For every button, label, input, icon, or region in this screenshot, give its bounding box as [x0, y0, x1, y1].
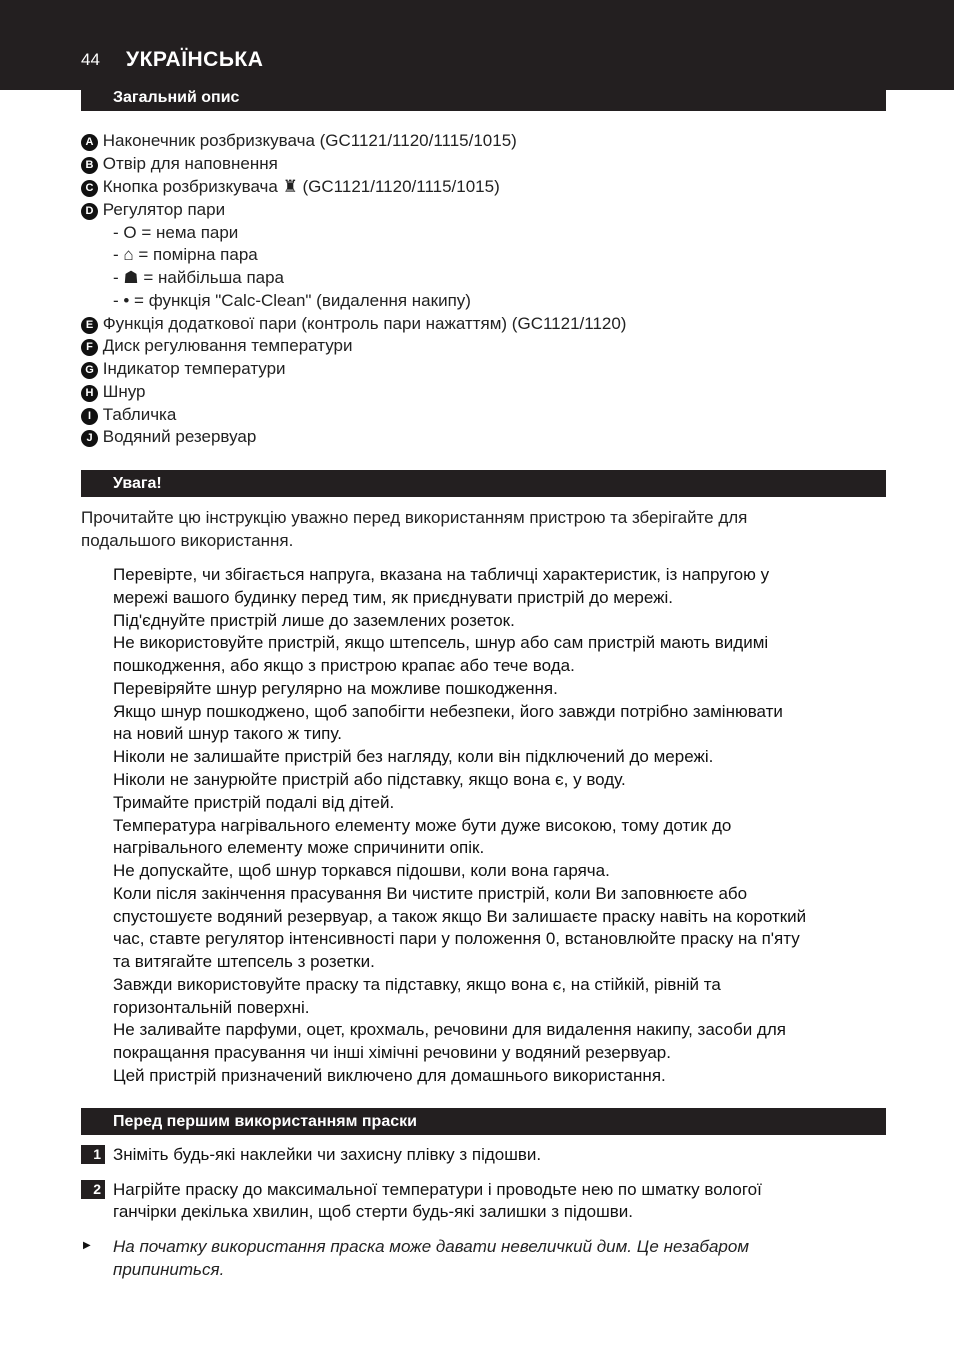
step-number-1: 1: [81, 1145, 105, 1164]
badge-d: D: [81, 203, 98, 220]
warning-line: Цей пристрій призначений виключено для домашнього використання.: [113, 1066, 666, 1085]
warning-line: Перевірте, чи збігається напруга, вказана на табличці характеристик, із напругою у: [113, 565, 770, 584]
part-item: [81, 425, 256, 448]
warning-line: Ніколи не залишайте пристрій без нагляду, коли він підключений до мережі.: [113, 747, 714, 766]
badge-b: B: [81, 157, 98, 174]
steam-setting-none: - O = нема пари: [113, 223, 239, 242]
steam-setting-max: - ☗ = найбільша пара: [113, 268, 285, 287]
part-item: [81, 312, 626, 335]
badge-h: H: [81, 385, 98, 402]
note-text: На початку використання праска може давати невеличкий дим. Це незабаром: [113, 1237, 749, 1256]
intro-text: подальшого використання.: [81, 531, 294, 550]
warning-line: Перевіряйте шнур регулярно на можливе пошкодження.: [113, 679, 558, 698]
part-item: [81, 198, 225, 221]
part-label: Водяний резервуар: [102, 427, 257, 446]
warning-line: нагрівального елементу може спричинити опік.: [113, 838, 485, 857]
step-text: Нагрійте праску до максимальної температури і проводьте нею по шматку вологої: [113, 1180, 762, 1199]
warning-line: Не заливайте парфуми, оцет, крохмаль, речовини для видалення накипу, засоби для: [113, 1020, 786, 1039]
part-label: Індикатор температури: [102, 359, 286, 378]
steam-setting-calc-clean: - • = функція "Calc-Clean" (видалення накипу): [113, 291, 471, 310]
steam-setting-moderate: - ⌂ = помірна пара: [113, 245, 258, 264]
step-text: Зніміть будь-які наклейки чи захисну плівку з підошви.: [113, 1145, 542, 1164]
part-label: Наконечник розбризкувача (GC1121/1120/1115/1015): [102, 131, 517, 150]
badge-f: F: [81, 339, 98, 356]
part-item: [81, 334, 352, 357]
header-bar: [0, 0, 954, 90]
part-item: [81, 175, 500, 198]
part-label: Табличка: [102, 405, 177, 424]
badge-g: G: [81, 362, 98, 379]
warning-line: Коли після закінчення прасування Ви чистите пристрій, коли Ви заповнюєте або: [113, 884, 748, 903]
warning-line: мережі вашого будинку перед тим, як приєднувати пристрій до мережі.: [113, 588, 673, 607]
part-label: Шнур: [102, 382, 146, 401]
part-item: [81, 152, 278, 175]
part-label: Регулятор пари: [102, 200, 226, 219]
warning-line: покращання прасування чи інші хімічні речовини у водяний резервуар.: [113, 1043, 671, 1062]
warning-line: пошкодження, або якщо з пристрою крапає або тече вода.: [113, 656, 575, 675]
bullet-arrow-icon: ▶: [83, 1240, 91, 1251]
badge-i: I: [81, 408, 98, 425]
warning-line: Ніколи не занурюйте пристрій або підставку, якщо вона є, у воду.: [113, 770, 626, 789]
step-text: ганчірки декілька хвилин, щоб стерти будь-які залишки з підошви.: [113, 1202, 633, 1221]
page-number: 44: [81, 50, 100, 69]
badge-j: J: [81, 430, 98, 447]
section-before-first-use: Перед першим використанням праски: [81, 1108, 886, 1135]
badge-e: E: [81, 317, 98, 334]
part-label: Диск регулювання температури: [102, 336, 353, 355]
warning-line: Тримайте пристрій подалі від дітей.: [113, 793, 395, 812]
warning-line: спустошуєте водяний резервуар, а також якщо Ви залишаєте праску навіть на короткий: [113, 907, 807, 926]
part-label: Кнопка розбризкувача ♜ (GC1121/1120/1115/1015): [102, 177, 500, 196]
warning-line: горизонтальній поверхні.: [113, 998, 310, 1017]
part-item: [81, 403, 176, 426]
section-warning: Увага!: [81, 470, 886, 497]
intro-text: Прочитайте цю інструкцію уважно перед використанням пристрою та зберігайте для: [81, 508, 748, 527]
part-item: [81, 129, 517, 152]
warning-line: час, ставте регулятор інтенсивності пари у положення 0, встановлюйте праску на п'яту: [113, 929, 800, 948]
part-label: Отвір для наповнення: [102, 154, 278, 173]
badge-c: C: [81, 180, 98, 197]
warning-line: Не використовуйте пристрій, якщо штепсель, шнур або сам пристрій мають видимі: [113, 633, 769, 652]
warning-line: на новий шнур такого ж типу.: [113, 724, 342, 743]
step-number-2: 2: [81, 1180, 105, 1199]
warning-line: Якщо шнур пошкоджено, щоб запобігти небезпеки, його завжди потрібно замінювати: [113, 702, 783, 721]
language-title: УКРАЇНСЬКА: [126, 48, 264, 71]
warning-line: та витягайте штепсель з розетки.: [113, 952, 375, 971]
warning-line: Під'єднуйте пристрій лише до заземлених розеток.: [113, 611, 515, 630]
warning-line: Не допускайте, щоб шнур торкався підошви, коли вона гаряча.: [113, 861, 610, 880]
part-item: [81, 380, 145, 403]
badge-a: A: [81, 134, 98, 151]
section-general-description: Загальний опис: [81, 84, 886, 111]
warning-line: Завжди використовуйте праску та підставку, якщо вона є, на стійкій, рівній та: [113, 975, 721, 994]
part-item: [81, 357, 286, 380]
note-text: припиниться.: [113, 1260, 225, 1279]
part-label: Функція додаткової пари (контроль пари нажаттям) (GC1121/1120): [102, 314, 627, 333]
warning-line: Температура нагрівального елементу може бути дуже високою, тому дотик до: [113, 816, 732, 835]
